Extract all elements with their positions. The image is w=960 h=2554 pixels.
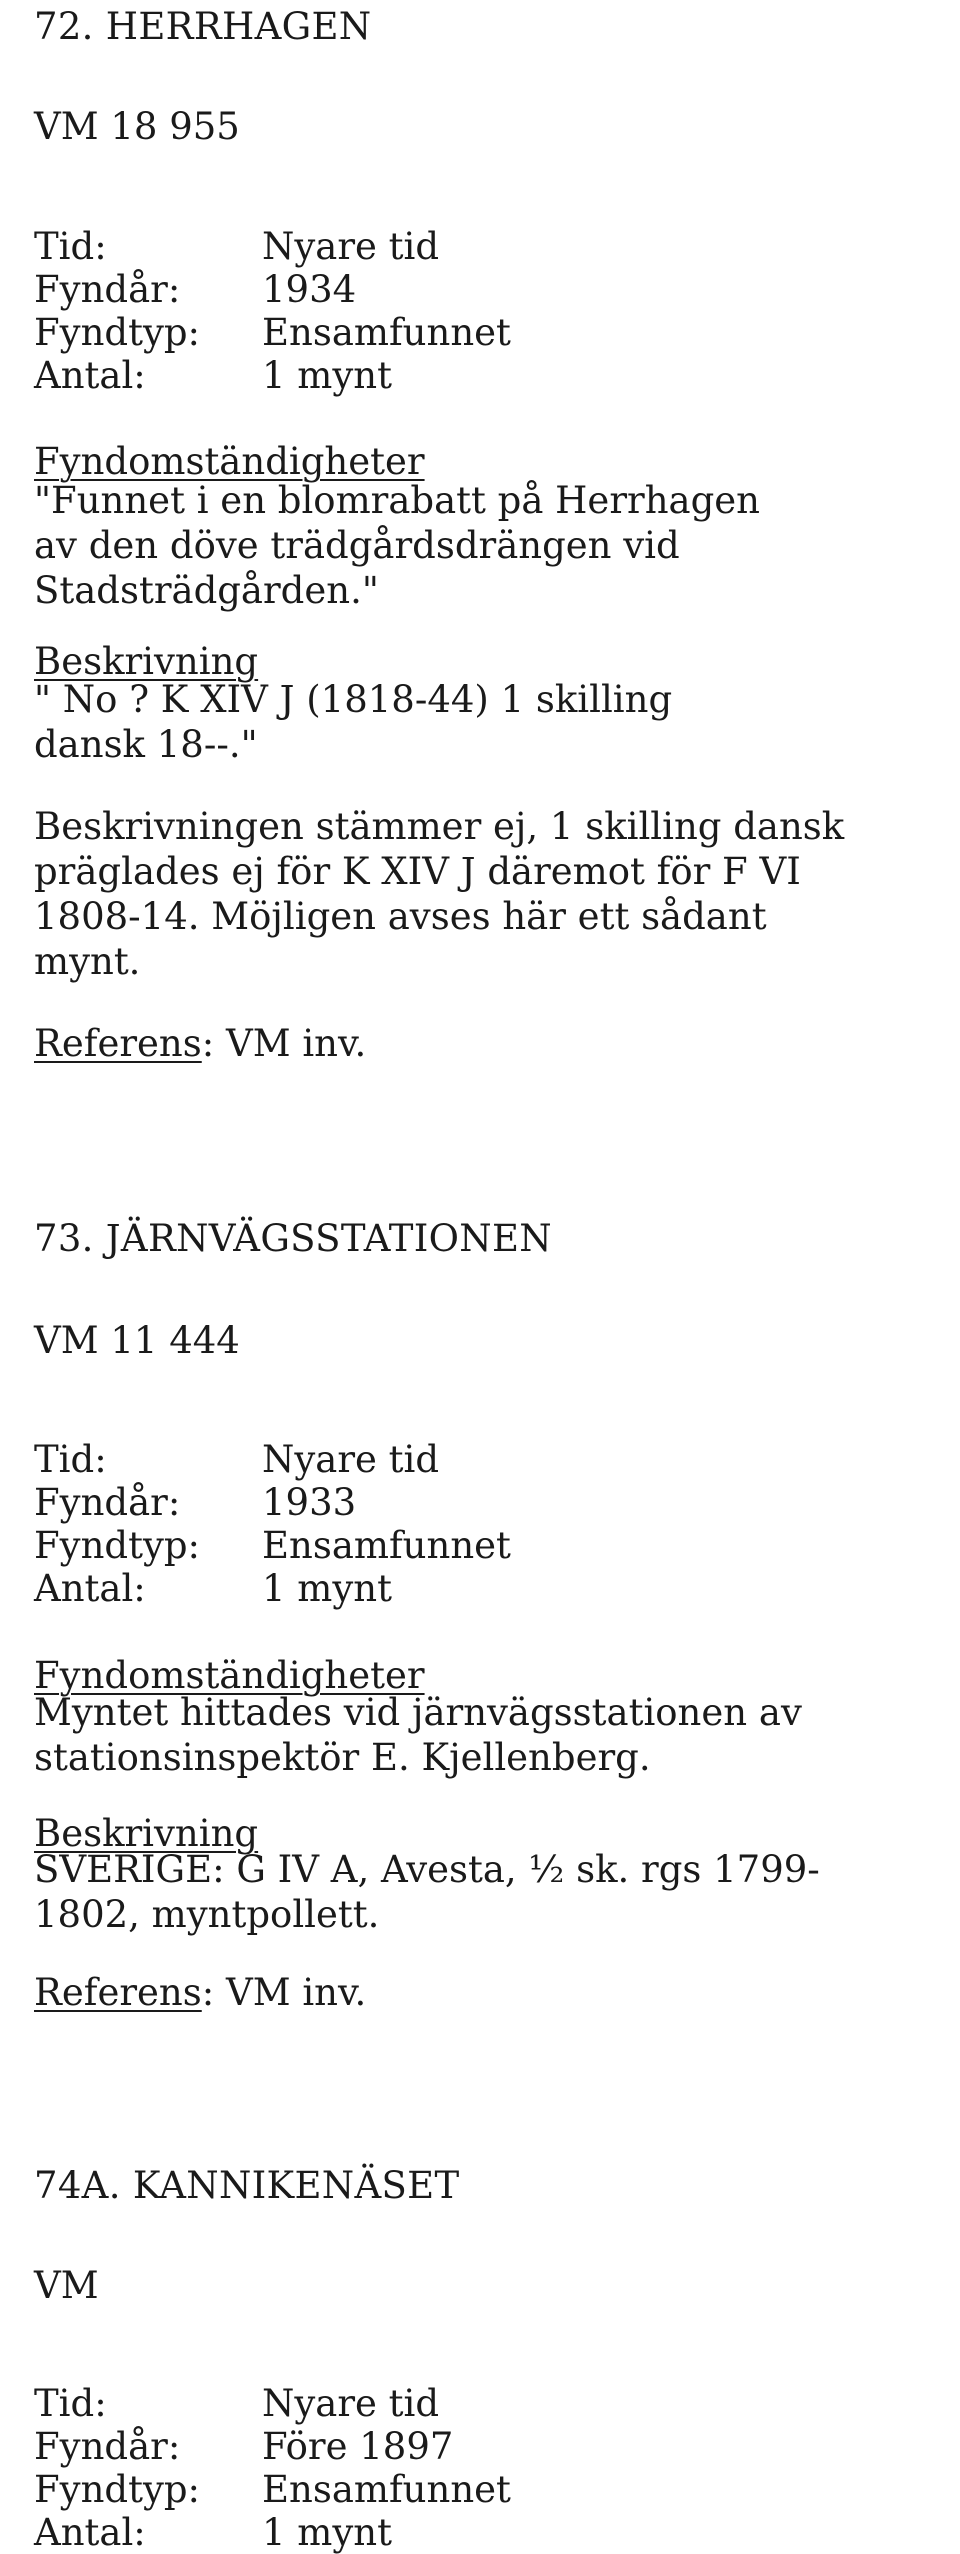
reference-value: : VM inv. [201,1021,367,1065]
fact-label: Fyndår: [34,1480,181,1524]
fact-row-fyndtyp [34,2468,894,2511]
reference-value: : VM inv. [201,1970,367,2014]
fact-value: 1 mynt [262,1566,392,1610]
fact-row-fyndtyp [34,311,894,354]
fact-value: Nyare tid [262,224,440,268]
fact-list [34,225,894,397]
text-line: dansk 18--." [34,723,258,767]
fact-value: 1 mynt [262,2511,392,2554]
vm-number: VM 11 444 [34,1318,240,1362]
text-line: Myntet hittades vid järnvägsstationen av [34,1691,802,1734]
fact-label: Fyndtyp: [34,2468,201,2512]
fact-row-fyndtyp [34,1524,894,1567]
fact-row-antal [34,354,894,397]
fact-row-tid [34,1438,894,1481]
fact-row-antal [34,2511,894,2554]
text-line: mynt. [34,940,141,984]
description-text [34,1847,889,1937]
fact-list [34,2382,894,2554]
fact-label: Fyndår: [34,2425,181,2469]
fact-row-tid [34,225,894,268]
text-line: stationsinspektör E. Kjellenberg. [34,1736,651,1779]
text-line: " No ? K XIV J (1818-44) 1 skilling [34,678,673,722]
fact-row-fyndar [34,2425,894,2468]
vm-number: VM [34,2263,99,2307]
fact-label: Fyndtyp: [34,310,201,354]
reference-label: Referens [34,1021,202,1065]
description-heading: Beskrivning [34,1811,259,1855]
fact-row-fyndar [34,1481,894,1524]
fact-value: 1 mynt [262,353,392,397]
comment-text [34,804,889,984]
entry-title: 72. HERRHAGEN [34,5,372,49]
fact-label: Tid: [34,2382,107,2426]
reference-line [34,1022,366,1066]
fact-value: Ensamfunnet [262,1523,511,1567]
description-text [34,677,889,767]
text-line: 1808-14. Möjligen avses här ett sådant [34,895,767,939]
fact-label: Antal: [34,353,146,397]
text-line: Beskrivningen stämmer ej, 1 skilling dansk [34,805,845,849]
fact-label: Tid: [34,224,107,268]
fact-label: Fyndtyp: [34,1523,201,1567]
circumstances-heading: Fyndomständigheter [34,1654,425,1698]
fact-value: Ensamfunnet [262,2468,511,2512]
fact-value: Nyare tid [262,2382,440,2426]
circumstances-text [34,1690,889,1780]
fact-list [34,1438,894,1610]
fact-label: Fyndår: [34,267,181,311]
fact-label: Antal: [34,1566,146,1610]
text-line: präglades ej för K XIV J däremot för F VI [34,850,801,894]
text-line [34,523,889,568]
circumstances-text [34,478,889,613]
fact-value: Ensamfunnet [262,310,511,354]
fact-label: Antal: [34,2511,146,2554]
fact-row-fyndar [34,268,894,311]
text-segment: av den döve trädgårdsdrängen vid [34,524,680,568]
fact-value: Nyare tid [262,1437,440,1481]
reference-line [34,1971,366,2015]
vm-number: VM 18 955 [34,104,240,148]
text-line: 1802, myntpollett. [34,1893,380,1937]
fact-label: Tid: [34,1437,107,1481]
reference-label: Referens [34,1970,202,2014]
description-heading: Beskrivning [34,639,259,683]
text-line: Stadsträdgården." [34,569,379,613]
text-line: SVERIGE: G IV A, Avesta, ½ sk. rgs 1799- [34,1848,820,1892]
entry-title: 74A. KANNIKENÄSET [34,2164,460,2208]
fact-value: Före 1897 [262,2425,454,2469]
fact-row-antal [34,1567,894,1610]
fact-value: 1934 [262,267,357,311]
circumstances-heading: Fyndomständigheter [34,440,425,484]
fact-row-tid [34,2382,894,2425]
text-line: "Funnet i en blomrabatt på Herrhagen [34,479,760,523]
entry-title: 73. JÄRNVÄGSSTATIONEN [34,1217,552,1261]
fact-value: 1933 [262,1480,357,1524]
